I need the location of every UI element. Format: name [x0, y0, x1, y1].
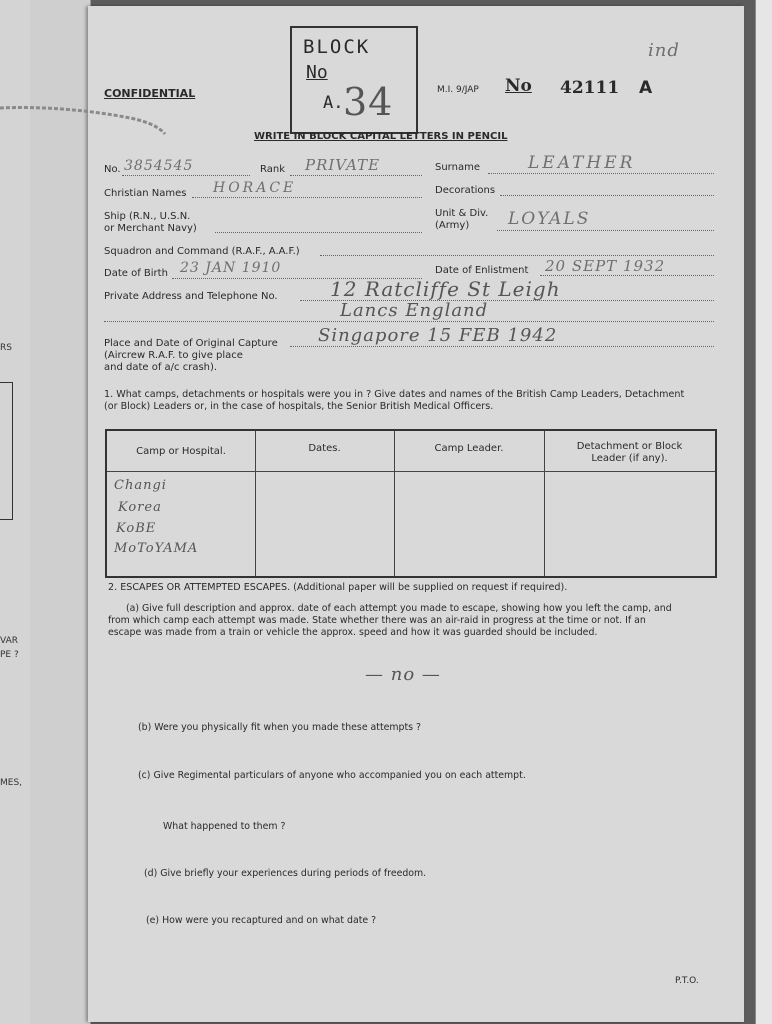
left-fragment: MES,: [0, 778, 23, 788]
tag-string: [0, 104, 170, 140]
camp-leader-column-header: Camp Leader.: [434, 443, 504, 454]
decorations-label: Decorations: [435, 185, 496, 196]
enlistment-value: 20 SEPT 1932: [545, 257, 666, 275]
unit-label-2: (Army): [435, 220, 470, 231]
camp-entry: Changi: [114, 478, 167, 493]
ref-code: M.I. 9/JAP: [437, 85, 479, 95]
dob-value: 23 JAN 1910: [180, 260, 282, 276]
surname-line: [488, 173, 714, 174]
unit-label: Unit & Div.: [435, 208, 489, 219]
capture-label: Place and Date of Original Capture: [104, 338, 278, 349]
dates-column-header: Dates.: [308, 443, 341, 454]
question-2a-text-2: from which camp each attempt was made. State whether there was an air-raid in progress at the time or not. If an: [108, 615, 646, 626]
address-value-2: Lancs England: [340, 300, 489, 321]
camp-column-header: Camp or Hospital.: [136, 446, 226, 457]
question-2e-text: (e) How were you recaptured and on what date ?: [146, 915, 377, 926]
capture-line: [290, 346, 714, 347]
question-2d-text: (d) Give briefly your experiences during periods of freedom.: [144, 868, 427, 879]
question-1-text: 1. What camps, detachments or hospitals were you in ? Give dates and names of the British Camp Leaders, Detachment: [104, 389, 685, 400]
no-mark: No: [505, 76, 532, 96]
christian-names-label: Christian Names: [104, 188, 187, 199]
squadron-line: [320, 255, 714, 256]
no-line: [122, 175, 250, 176]
ship-label-2: or Merchant Navy): [104, 223, 197, 234]
capture-label-2: (Aircrew R.A.F. to give place: [104, 350, 243, 361]
question-2b-text: (b) Were you physically fit when you made these attempts ?: [138, 722, 422, 733]
no-label: No.: [104, 164, 121, 175]
ship-line: [215, 232, 422, 233]
stamp-a-text: A.: [323, 93, 344, 113]
stamp-number: 34: [343, 80, 394, 124]
ship-label: Ship (R.N., U.S.N.: [104, 211, 191, 222]
block-capitals-instruction: WRITE IN BLOCK CAPITAL LETTERS IN PENCIL: [254, 131, 508, 142]
form-suffix: A: [639, 78, 653, 98]
form-number: 42111: [560, 78, 620, 98]
detachment-column-header-2: Leader (if any).: [591, 453, 668, 464]
stamp-block-text: BLOCK: [303, 36, 371, 58]
service-number: 3854545: [124, 158, 194, 174]
rank-label: Rank: [260, 164, 285, 175]
surname-label: Surname: [435, 162, 480, 173]
underlying-page-edge: [30, 0, 91, 1024]
question-2a-text-3: escape was made from a train or vehicle the approx. speed and how it was guarded should be included.: [108, 627, 598, 638]
question-2c-followup: What happened to them ?: [163, 821, 286, 832]
rank-line: [290, 175, 422, 176]
christian-names-line: [192, 197, 422, 198]
camp-entry: Korea: [118, 500, 162, 515]
question-2c-text: (c) Give Regimental particulars of anyone who accompanied you on each attempt.: [138, 770, 526, 781]
address-label: Private Address and Telephone No.: [104, 291, 278, 302]
corner-note: ind: [648, 40, 680, 61]
address-value-1: 12 Ratcliffe St Leigh: [330, 277, 561, 301]
capture-value: Singapore 15 FEB 1942: [318, 325, 558, 346]
rank-value: PRIVATE: [305, 156, 381, 174]
left-fragment: VAR: [0, 636, 18, 646]
christian-names-value: HORACE: [213, 180, 297, 196]
enlistment-line: [540, 275, 714, 276]
left-fragment: RS: [0, 343, 12, 353]
confidential-label: CONFIDENTIAL: [104, 87, 196, 100]
escape-answer: — no —: [365, 664, 441, 685]
unit-value: LOYALS: [508, 209, 591, 229]
question-2a-text: (a) Give full description and approx. date of each attempt you made to escape, showing how you left the camp, and: [126, 603, 672, 614]
unit-line: [497, 230, 714, 231]
surname-value: LEATHER: [528, 153, 636, 173]
question-1-text-2: (or Block) Leaders or, in the case of hospitals, the Senior British Medical Officers.: [104, 401, 494, 412]
decorations-line: [500, 195, 714, 196]
question-2-title: 2. ESCAPES OR ATTEMPTED ESCAPES. (Additional paper will be supplied on request if required).: [108, 582, 568, 593]
left-fragment: PE ?: [0, 650, 19, 660]
detachment-column-header: Detachment or Block: [576, 441, 683, 452]
camp-entry: MoToYAMA: [114, 541, 199, 556]
squadron-label: Squadron and Command (R.A.F., A.A.F.): [104, 246, 300, 257]
left-page-box: [0, 382, 13, 520]
address-line-2: [104, 321, 714, 322]
right-page-edge: [755, 0, 772, 1024]
dob-label: Date of Birth: [104, 268, 168, 279]
stamp-no-text: No: [306, 62, 328, 83]
capture-label-3: and date of a/c crash).: [104, 362, 218, 373]
pto-label: P.T.O.: [675, 976, 699, 986]
enlistment-label: Date of Enlistment: [435, 265, 529, 276]
camp-entry: KoBE: [116, 521, 157, 536]
